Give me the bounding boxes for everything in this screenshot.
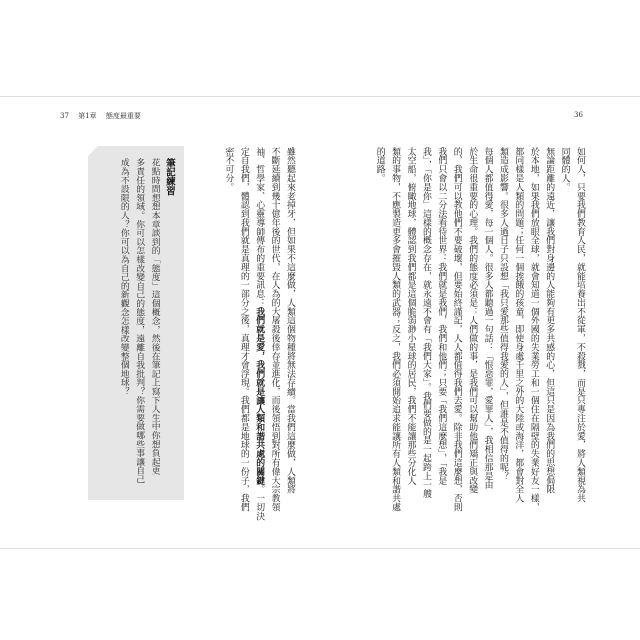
text-column: 太空船，俯瞰地球，體認到我們都是這個脆弱渺小星球的居民，我們不能讓那些分化人 <box>405 147 416 485</box>
emphasized-text: 我們就是愛，我們就是讓人類和諧共處的關鍵 <box>254 307 265 485</box>
text-column: 都同樣是人類的問題；任何一個挨餓的孩童，即使身處千里之外的大陸或海洋，都會對全人 <box>513 147 524 503</box>
text-column <box>251 147 266 520</box>
note-column: 多責任的領域。你可以怎樣改變自己的態度，遠離自我批判？你需要做哪些事讓自己 <box>134 158 145 484</box>
text-column: 的道路。 <box>374 147 385 183</box>
text-run: 。一切決 <box>254 484 265 521</box>
text-column: 於生命很重要的心理。我們的態度必須是：人們做的事，是我們可以幫助他們矯正與改變 <box>467 147 478 494</box>
text-column: 如何人，只要我們教育人民，就能培養出不從軍，不殺戮，而是只專注於愛，將人類視為共 <box>575 147 585 503</box>
right-page-body <box>371 147 587 512</box>
text-run: 袖、哲學家、心靈導師傳布的重要訊息： <box>254 147 265 308</box>
page-bottom-edge <box>0 548 640 549</box>
text-column: 每個人都值得愛，每一個人。很多人都聽過一句話：「恨惡罪，愛罪人」，我相信那是由 <box>482 147 493 490</box>
text-column: 同體的人。 <box>559 147 570 192</box>
chapter-label: 第1章 <box>78 112 97 120</box>
left-page-body <box>220 147 297 520</box>
note-title: 筆記練習 <box>164 158 175 196</box>
text-column: 類的事物，不應製造更多會摧毀人類的武器；反之，我們必須開始追求能讓所有人類和諧共處 <box>390 147 401 512</box>
text-column: 類造成影響。很多人過日子只設想「我只愛那些值得我愛的人」，但誰是不值得的呢？ <box>497 147 508 481</box>
right-running-head <box>574 111 590 119</box>
text-column: 我」，「你是你」這樣的概念存在，就永遠不會有「我們大家」。我們要做的是一起跨上一艘 <box>420 147 431 499</box>
text-column: 不斷延續到幾十億年後的世代，在人為的大屠殺後倖存並進化，而後領悟到對所有偉大宗教領 <box>269 147 280 512</box>
page-top-edge <box>0 96 640 97</box>
text-column: 我們只會以二分法看待世界：我們就是我們，我們和他們；只要「我們這麼想」，「我是 <box>436 147 447 485</box>
left-page-number: 37 <box>60 112 69 120</box>
text-column: 於本地，如果我們放眼全球，就會知道一個外國的失業勞工和一個住在隔壁的失業好友一樣， <box>528 147 539 512</box>
text-column: 的，我們可以教他們不要破壞，但要始終謹記，人人都值得我們去愛。除非我們這麼想，否則 <box>451 147 462 512</box>
note-exercise-text <box>115 158 177 484</box>
left-running-head <box>60 111 148 121</box>
note-column: 花點時間想想本章談到的「態度」這個概念，然後在筆記上寫下人生中你想負起更 <box>149 158 160 475</box>
text-column: 雖然聽起來老掉牙，但如果不這麼做，人類這個物種將無法存續。當我們這麼做，人類將 <box>285 147 295 494</box>
right-page-number: 36 <box>574 111 583 119</box>
text-column: 無論距離的遠近，讓我們對身邊的人能夠有更多共感的心，但這只是因為我們的思想侷限 <box>544 147 555 494</box>
chapter-title: 態度最重要 <box>105 112 141 120</box>
text-column: 定自我們，體認到我們就是真理的一部分之後，真理才會浮現。我們都是地球的一份子，我們 <box>238 147 249 512</box>
text-column: 密不可分。 <box>223 147 234 192</box>
note-column: 成為不設限的人？你可以為自己的新觀念怎樣改變整個地球？ <box>118 158 129 396</box>
